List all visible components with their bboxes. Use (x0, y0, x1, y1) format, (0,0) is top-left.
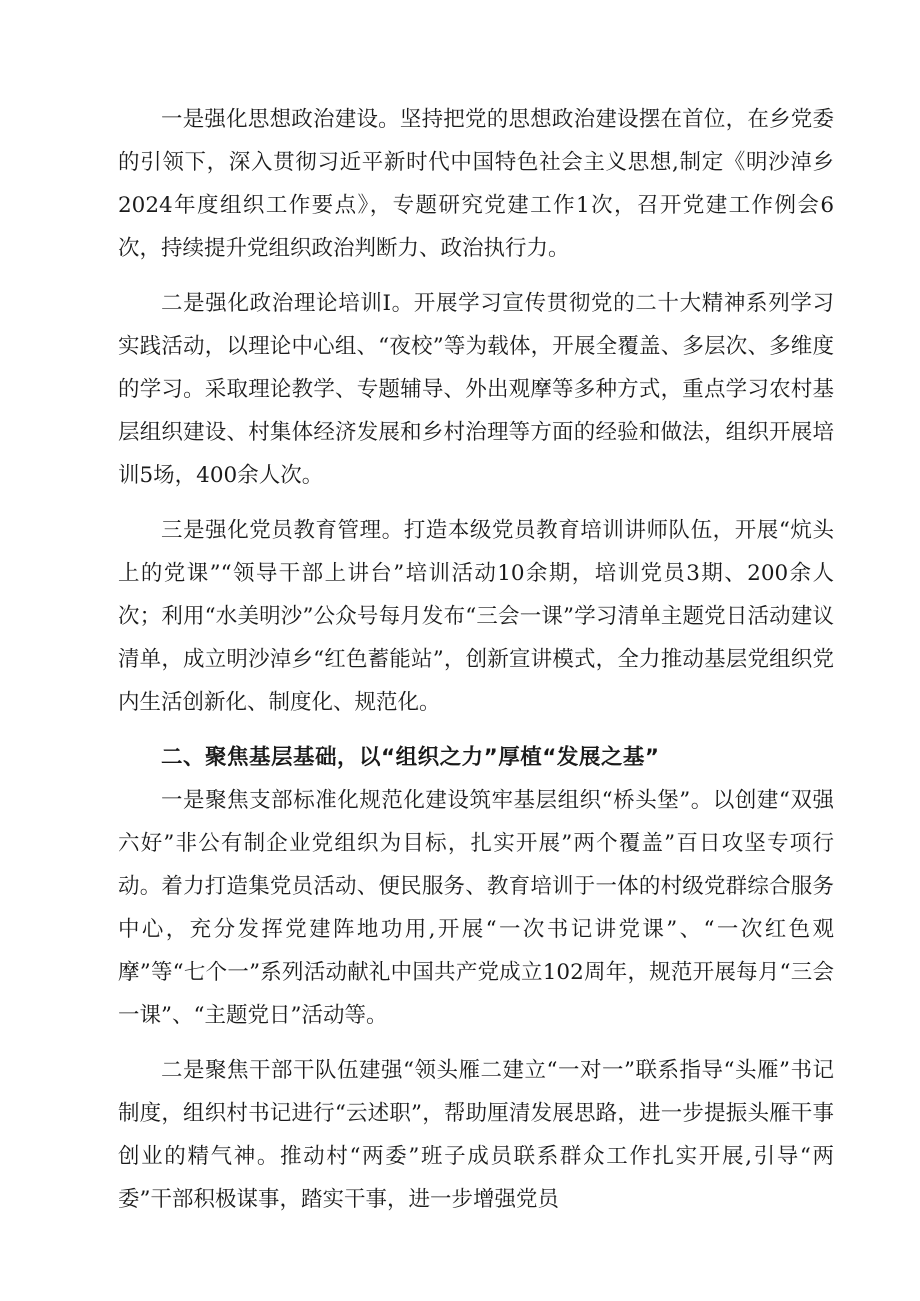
section-heading: 二、聚焦基层基础，以“组织之力”厚植“发展之基” (161, 745, 660, 770)
paragraph-theory-training: 二是强化政治理论培训I。开展学习宣传贯彻党的二十大精神系列学习实践活动，以理论中心组、“夜校”等为载体，开展全覆盖、多层次、多维度的学习。采取理论教学、专题辅导、外出观摩等多种方式，重点学习农村基层组织建设、村集体经济发展和乡村治理等方面的经验和做法，组织开展培训5场，400余人次。 (118, 291, 834, 488)
paragraph-ideological-building: 一是强化思想政治建设。坚持把党的思想政治建设摆在首位，在乡党委的引领下，深入贯彻习近平新时代中国特色社会主义思想,制定《明沙淖乡2024年度组织工作要点》，专题研究党建工作1次，召开党建工作例会6次，持续提升党组织政治判断力、政治执行力。 (118, 107, 834, 261)
document-body (118, 98, 834, 1233)
paragraph-cadre-team: 二是聚焦干部干队伍建强“领头雁二建立“一对一”联系指导“头雁”书记制度，组织村书记进行“云述职”，帮助厘清发展思路，进一步提振头雁干事创业的精气神。推动村“两委”班子成员联系群众工作扎实开展,引导“两委”干部积极谋事，踏实干事，进一步增强党员 (118, 1058, 834, 1212)
paragraph-member-education: 三是强化党员教育管理。打造本级党员教育培训讲师队伍，开展“炕头上的党课”“领导干部上讲台”培训活动10余期，培训党员3期、200余人次；利用“水美明沙”公众号每月发布“三会一课”学习清单主题党日活动建议清单，成立明沙淖乡“红色蓄能站”，创新宣讲模式，全力推动基层党组织党内生活创新化、制度化、规范化。 (118, 518, 834, 715)
paragraph-branch-standardization: 一是聚焦支部标准化规范化建设筑牢基层组织“桥头堡”。以创建“双强六好”非公有制企业党组织为目标，扎实开展”两个覆盖”百日攻坚专项行动。着力打造集党员活动、便民服务、教育培训于一体的村级党群综合服务中心，充分发挥党建阵地功用,开展“一次书记讲党课”、“一次红色观摩”等“七个一”系列活动献礼中国共产党成立102周年，规范开展每月“三会一课”、“主题党日”活动等。 (118, 788, 834, 1028)
